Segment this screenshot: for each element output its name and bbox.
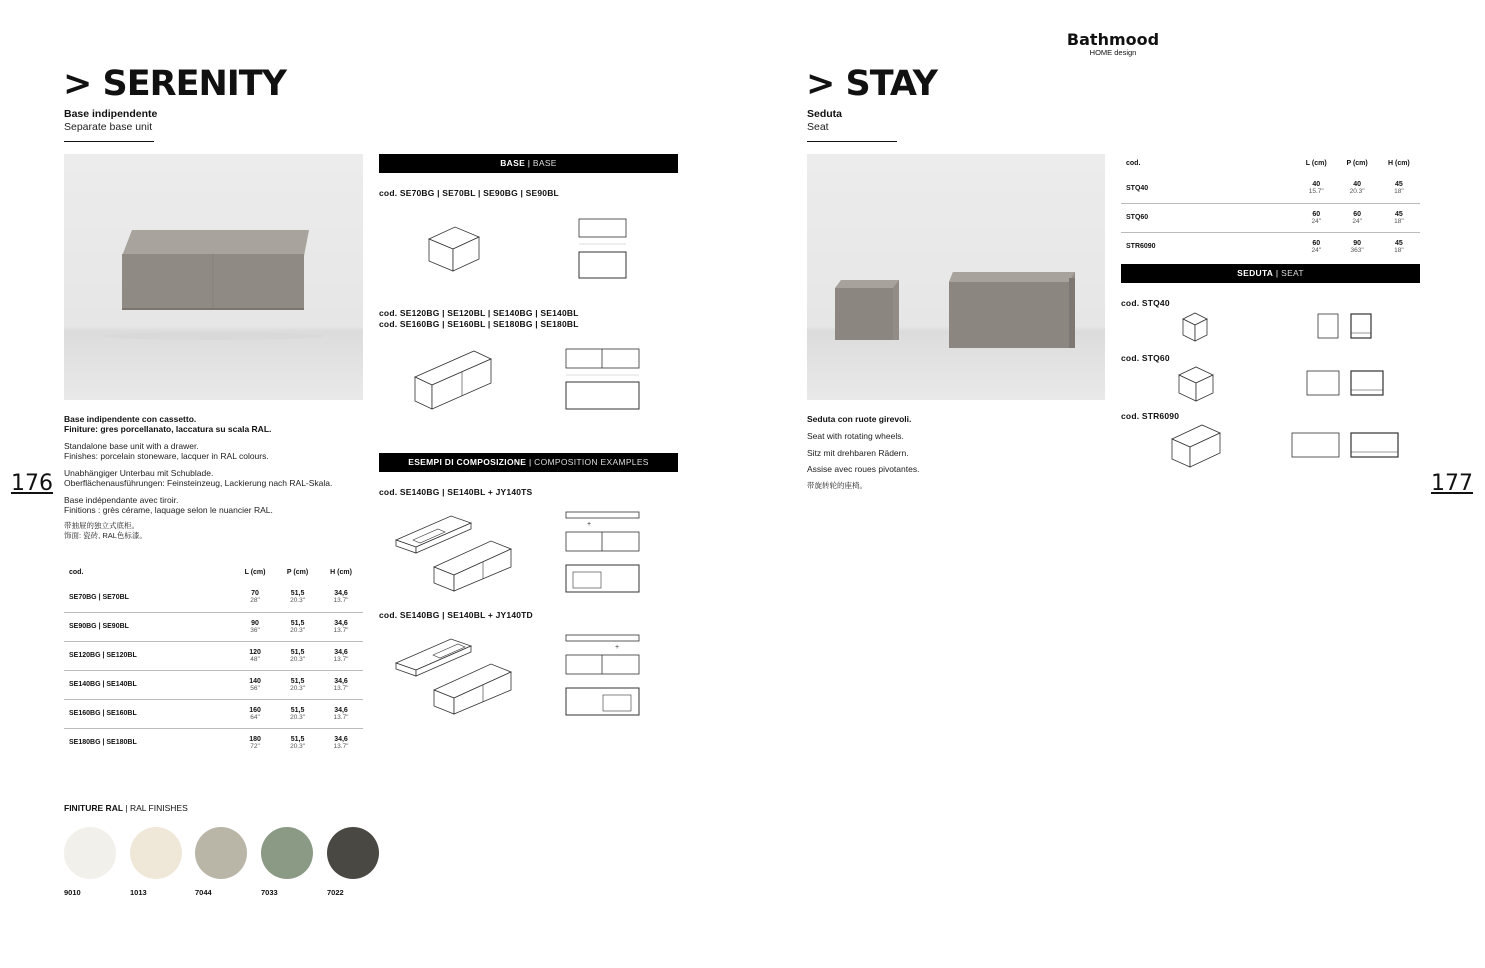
base-large-front-drawing [565, 348, 641, 412]
composition-ts-iso-drawing [393, 513, 515, 593]
left-title: > SERENITY [63, 64, 287, 104]
desc-it-1: Base indipendente con cassetto. [64, 414, 197, 424]
swatch-7033 [261, 827, 313, 879]
stay-desc-it: Seduta con ruote girevoli. [807, 414, 912, 424]
stq60-front-drawing [1306, 370, 1386, 398]
col-l: L (cm) [244, 569, 266, 576]
table-row: SE140BG | SE140BL 140 56" 51,5 20.3" 34,6 13.7" [64, 670, 363, 699]
table-row: SE70BG | SE70BL 70 28" 51,5 20.3" 34,6 13.7" [69, 590, 349, 605]
right-subtitle-en: Seat [807, 121, 829, 133]
col-h: H (cm) [1387, 160, 1410, 167]
serenity-spec-table [64, 562, 363, 757]
seats-illustration [807, 154, 1105, 400]
stay-desc-de: Sitz mit drehbaren Rädern. [807, 448, 909, 458]
base-small-iso-drawing [425, 223, 485, 273]
table-row: SE90BG | SE90BL 90 36" 51,5 20.3" 34,6 13.7" [64, 612, 363, 641]
swatch-label: 7044 [195, 888, 212, 897]
col-p: P (cm) [1346, 160, 1368, 167]
desc-zh-1: 带抽屉的独立式底柜。 [64, 521, 139, 530]
finishes-label: FINITURE RAL | RAL FINISHES [64, 803, 188, 813]
desc-fr-1: Base indépendante avec tiroir. [64, 495, 179, 505]
svg-text:+: + [587, 521, 592, 528]
desc-zh-2: 饰面: 瓷砖, RAL色标漆。 [64, 531, 147, 540]
swatch-7022 [327, 827, 379, 879]
right-subtitle-it: Seduta [807, 108, 843, 120]
cod-composition-td: cod. SE140BG | SE140BL + JY140TD [379, 610, 533, 620]
stay-desc-zh: 带旋转轮的座椅。 [807, 481, 867, 490]
page-number-right: 177 [1431, 471, 1473, 496]
right-title: > STAY [806, 64, 937, 104]
seat-section-bar: SEDUTA | SEAT [1121, 264, 1420, 283]
cod-stq40: cod. STQ40 [1121, 298, 1170, 308]
composition-td-front-drawing [565, 633, 641, 719]
desc-en-2: Finishes: porcelain stoneware, lacquer in RAL colours. [64, 451, 269, 461]
swatch-label: 9010 [64, 888, 81, 897]
col-h: H (cm) [330, 569, 352, 576]
cod-composition-ts: cod. SE140BG | SE140BL + JY140TS [379, 487, 533, 497]
swatch-7044 [195, 827, 247, 879]
floating-base-illustration [64, 154, 363, 400]
left-subtitle-it: Base indipendente [64, 108, 158, 120]
composition-section-bar: ESEMPI DI COMPOSIZIONE | COMPOSITION EXAMPLES [379, 453, 678, 472]
str6090-iso-drawing [1170, 423, 1224, 469]
serenity-photo [64, 154, 363, 400]
table-row: STQ60 60 24" 60 24" 45 18" [1121, 203, 1420, 232]
desc-de-2: Oberflächenausführungen: Feinsteinzeug, Lackierung nach RAL-Skala. [64, 478, 333, 488]
page-number-left: 176 [11, 471, 53, 496]
cod-base-small: cod. SE70BG | SE70BL | SE90BG | SE90BL [379, 188, 559, 198]
table-row: SE120BG | SE120BL 120 48" 51,5 20.3" 34,6 13.7" [64, 641, 363, 670]
swatch-label: 7022 [327, 888, 344, 897]
stq40-front-drawing [1317, 313, 1377, 341]
right-title-rule [807, 141, 897, 142]
str6090-front-drawing [1291, 432, 1401, 462]
cod-stq60: cod. STQ60 [1121, 353, 1170, 363]
col-p: P (cm) [286, 569, 309, 576]
table-row: SE180BG | SE180BL 180 72" 51,5 20.3" 34,6 13.7" [64, 728, 363, 757]
stay-photo [807, 154, 1105, 400]
composition-td-iso-drawing [393, 636, 515, 716]
swatch-9010 [64, 827, 116, 879]
left-title-rule [64, 141, 154, 142]
stay-desc-en: Seat with rotating wheels. [807, 431, 904, 441]
stay-desc-fr: Assise avec roues pivotantes. [807, 464, 920, 474]
brand-logo: Bathmood [1066, 30, 1160, 49]
svg-text:+: + [615, 644, 620, 651]
base-section-bar: BASE | BASE [379, 154, 678, 173]
base-large-iso-drawing [412, 347, 494, 413]
swatch-label: 7033 [261, 888, 278, 897]
table-row: SE160BG | SE160BL 160 64" 51,5 20.3" 34,6 13.7" [64, 699, 363, 728]
table-row: STR6090 60 24" 90 363" 45 18" [1121, 232, 1420, 261]
base-small-front-drawing [578, 218, 628, 282]
col-cod: cod. [69, 569, 84, 576]
desc-it-2: Finiture: gres porcellanato, laccatura su scala RAL. [64, 424, 272, 434]
col-cod: cod. [1126, 160, 1141, 167]
swatch-label: 1013 [130, 888, 147, 897]
cod-base-large-1: cod. SE120BG | SE120BL | SE140BG | SE140BL [379, 308, 579, 318]
desc-fr-2: Finitions : grès cérame, laquage selon le nuancier RAL. [64, 505, 273, 515]
desc-en-1: Standalone base unit with a drawer. [64, 441, 199, 451]
cod-base-large-2: cod. SE160BG | SE160BL | SE180BG | SE180BL [379, 319, 579, 329]
desc-de-1: Unabhängiger Unterbau mit Schublade. [64, 468, 214, 478]
stq40-iso-drawing [1181, 311, 1211, 343]
col-l: L (cm) [1305, 160, 1327, 167]
brand-tagline: HOME design [1089, 48, 1137, 57]
cod-str6090: cod. STR6090 [1121, 411, 1180, 421]
left-subtitle-en: Separate base unit [64, 121, 153, 133]
swatch-1013 [130, 827, 182, 879]
stay-spec-table [1121, 153, 1420, 261]
table-row: STQ40 40 15.7" 40 20.3" 45 18" [1126, 181, 1404, 196]
stq60-iso-drawing [1177, 365, 1217, 403]
composition-ts-front-drawing [565, 510, 641, 596]
